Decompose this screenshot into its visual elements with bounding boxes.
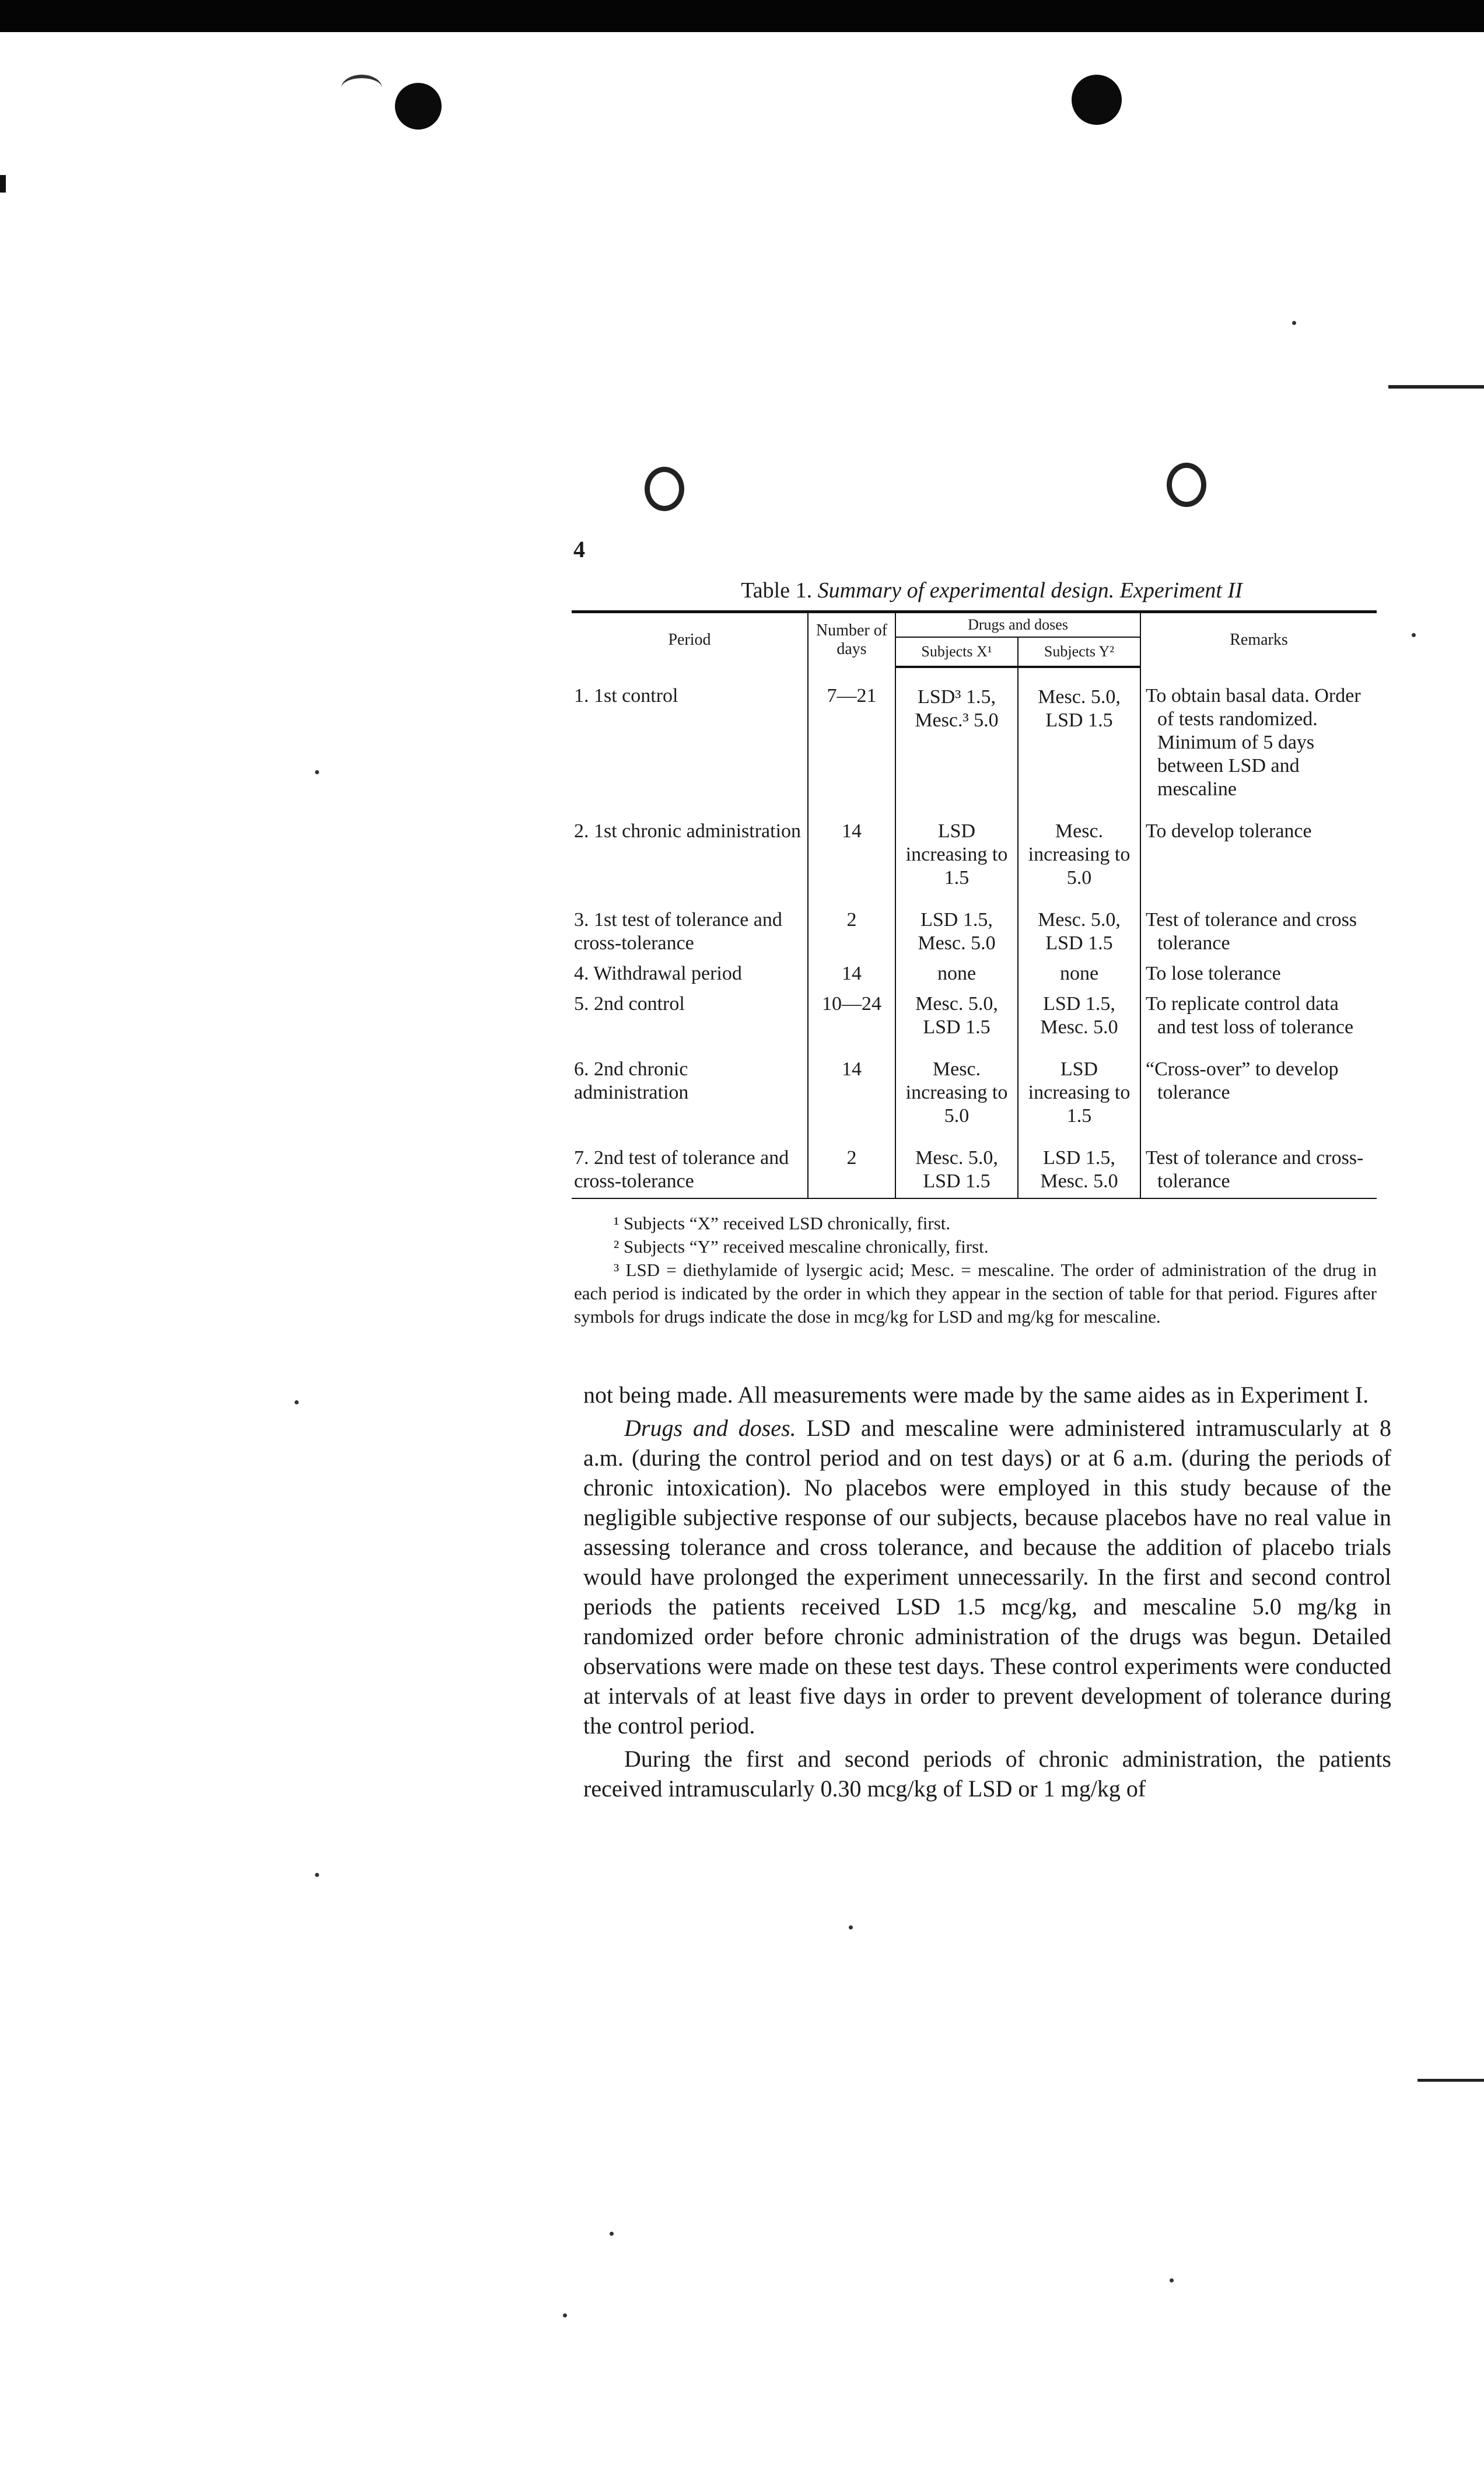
- table-row: [572, 1043, 1377, 1131]
- row-days: 10—24: [808, 989, 895, 1043]
- table-row: [572, 893, 1377, 959]
- row-days: 14: [808, 959, 895, 989]
- table-row: [572, 1131, 1377, 1198]
- table-row: [572, 959, 1377, 989]
- table-section: [572, 578, 1377, 1329]
- punch-ring-right: [1167, 463, 1206, 507]
- row-period: 5. 2nd control: [574, 993, 685, 1015]
- row-days: 2: [808, 893, 895, 959]
- table-footnotes: [572, 1212, 1377, 1329]
- experimental-design-table: [572, 610, 1377, 1199]
- punch-ring-left: [645, 467, 684, 511]
- paragraph: [583, 1413, 1391, 1740]
- footnote: ¹ Subjects “X” received LSD chronically, first.: [614, 1213, 951, 1233]
- speck: [315, 770, 319, 774]
- footnote: ² Subjects “Y” received mescaline chronically, first.: [614, 1236, 989, 1257]
- speck: [1292, 321, 1296, 325]
- punch-shadow-left: [341, 75, 382, 102]
- footnote: ³ LSD = diethylamide of lysergic acid; Mesc. = mescaline. The order of administration of the drug in each period is indicated by the order in which they appear in the section of table for that period. Figures after symbols for drugs indicate the dose in mcg/kg for LSD and mg/kg for mescaline.: [574, 1260, 1377, 1327]
- row-period: 1. 1st control: [574, 685, 678, 707]
- row-remarks: “Cross-over” to develop tolerance: [1140, 1043, 1377, 1131]
- scan-edge-line: [1388, 385, 1484, 389]
- row-subjects-y: LSD 1.5, Mesc. 5.0: [1018, 989, 1140, 1043]
- row-period: 3. 1st test of tolerance and cross-tolerance: [574, 909, 782, 954]
- table-caption-title: Summary of experimental design. Experiment II: [817, 578, 1242, 603]
- header-subjects-y: Subjects Y²: [1018, 637, 1140, 667]
- punch-hole-left: [395, 83, 442, 130]
- header-drugs-group: Drugs and doses: [895, 612, 1140, 638]
- row-subjects-y: LSD 1.5, Mesc. 5.0: [1018, 1131, 1140, 1198]
- header-subjects-x: Subjects X¹: [895, 637, 1018, 667]
- table-row: [572, 667, 1377, 805]
- scan-border-top: [0, 0, 1484, 32]
- header-remarks: Remarks: [1140, 612, 1377, 667]
- table-caption: [572, 578, 1377, 603]
- scan-edge-mark: [0, 175, 6, 193]
- speck: [610, 2232, 614, 2236]
- row-subjects-y: Mesc. increasing to 5.0: [1018, 805, 1140, 893]
- speck: [295, 1400, 299, 1404]
- body-text: [583, 1380, 1391, 1807]
- row-days: 14: [808, 805, 895, 893]
- row-subjects-x: LSD 1.5, Mesc. 5.0: [895, 893, 1018, 959]
- speck: [1412, 633, 1416, 637]
- row-remarks: Test of tolerance and cross tolerance: [1140, 893, 1377, 959]
- speck: [849, 1925, 853, 1929]
- row-days: 14: [808, 1043, 895, 1131]
- paragraph: not being made. All measurements were made by the same aides as in Experiment I.: [583, 1382, 1369, 1408]
- section-run-in-heading: Drugs and doses.: [624, 1415, 796, 1441]
- paragraph: During the first and second periods of chronic administration, the patients received intramuscularly 0.30 mcg/kg of LSD or 1 mg/kg of: [583, 1746, 1391, 1802]
- row-subjects-x: Mesc. increasing to 5.0: [895, 1043, 1018, 1131]
- page-number: 4: [573, 536, 585, 562]
- paragraph-text: LSD and mescaline were administered intramuscularly at 8 a.m. (during the control period and on test days) or at 6 a.m. (during the periods of chronic intoxication). No placebos were employed in this study because of the negligible subjective response of our subjects, because placebos have no real value in assessing tolerance and cross tolerance, and because the addition of placebo trials would have prolonged the experiment unnecessarily. In the first and second control periods the patients received LSD 1.5 mcg/kg, and mescaline 5.0 mg/kg in randomized order before chronic administration of the drugs was begun. Detailed observations were made on these test days. These control experiments were conducted at intervals of at least five days in order to prevent development of tolerance during the control period.: [583, 1415, 1392, 1739]
- table-row: [572, 989, 1377, 1043]
- row-subjects-x: LSD increasing to 1.5: [895, 805, 1018, 893]
- row-days: 2: [808, 1131, 895, 1198]
- row-subjects-x: Mesc. 5.0, LSD 1.5: [895, 989, 1018, 1043]
- row-period: 6. 2nd chronic administration: [574, 1058, 689, 1103]
- header-period: Period: [572, 612, 808, 667]
- row-remarks: To develop tolerance: [1140, 805, 1377, 893]
- speck: [1170, 2278, 1174, 2282]
- row-remarks: To replicate control data and test loss of tolerance: [1140, 989, 1377, 1043]
- row-period: 4. Withdrawal period: [574, 963, 742, 984]
- row-remarks: To lose tolerance: [1140, 959, 1377, 989]
- row-subjects-y: none: [1018, 959, 1140, 989]
- row-days: 7—21: [808, 667, 895, 805]
- row-subjects-x: Mesc. 5.0, LSD 1.5: [895, 1131, 1018, 1198]
- row-remarks: To obtain basal data. Order of tests randomized. Minimum of 5 days between LSD and mescaline: [1140, 667, 1377, 805]
- table-row: [572, 805, 1377, 893]
- row-remarks: Test of tolerance and cross-tolerance: [1140, 1131, 1377, 1198]
- row-subjects-y: Mesc. 5.0, LSD 1.5: [1018, 893, 1140, 959]
- row-subjects-y: Mesc. 5.0, LSD 1.5: [1018, 667, 1140, 805]
- punch-hole-right: [1072, 75, 1122, 125]
- header-days: Number of days: [808, 612, 895, 667]
- row-period: 7. 2nd test of tolerance and cross-tolerance: [572, 1131, 808, 1198]
- speck: [315, 1873, 319, 1877]
- row-subjects-x: none: [895, 959, 1018, 989]
- row-period: 2. 1st chronic administration: [574, 820, 802, 842]
- scan-edge-line: [1418, 2079, 1484, 2082]
- row-subjects-x: LSD³ 1.5, Mesc.³ 5.0: [895, 667, 1018, 805]
- table-caption-number: Table 1.: [741, 578, 813, 603]
- row-subjects-y: LSD increasing to 1.5: [1018, 1043, 1140, 1131]
- speck: [563, 2313, 567, 2317]
